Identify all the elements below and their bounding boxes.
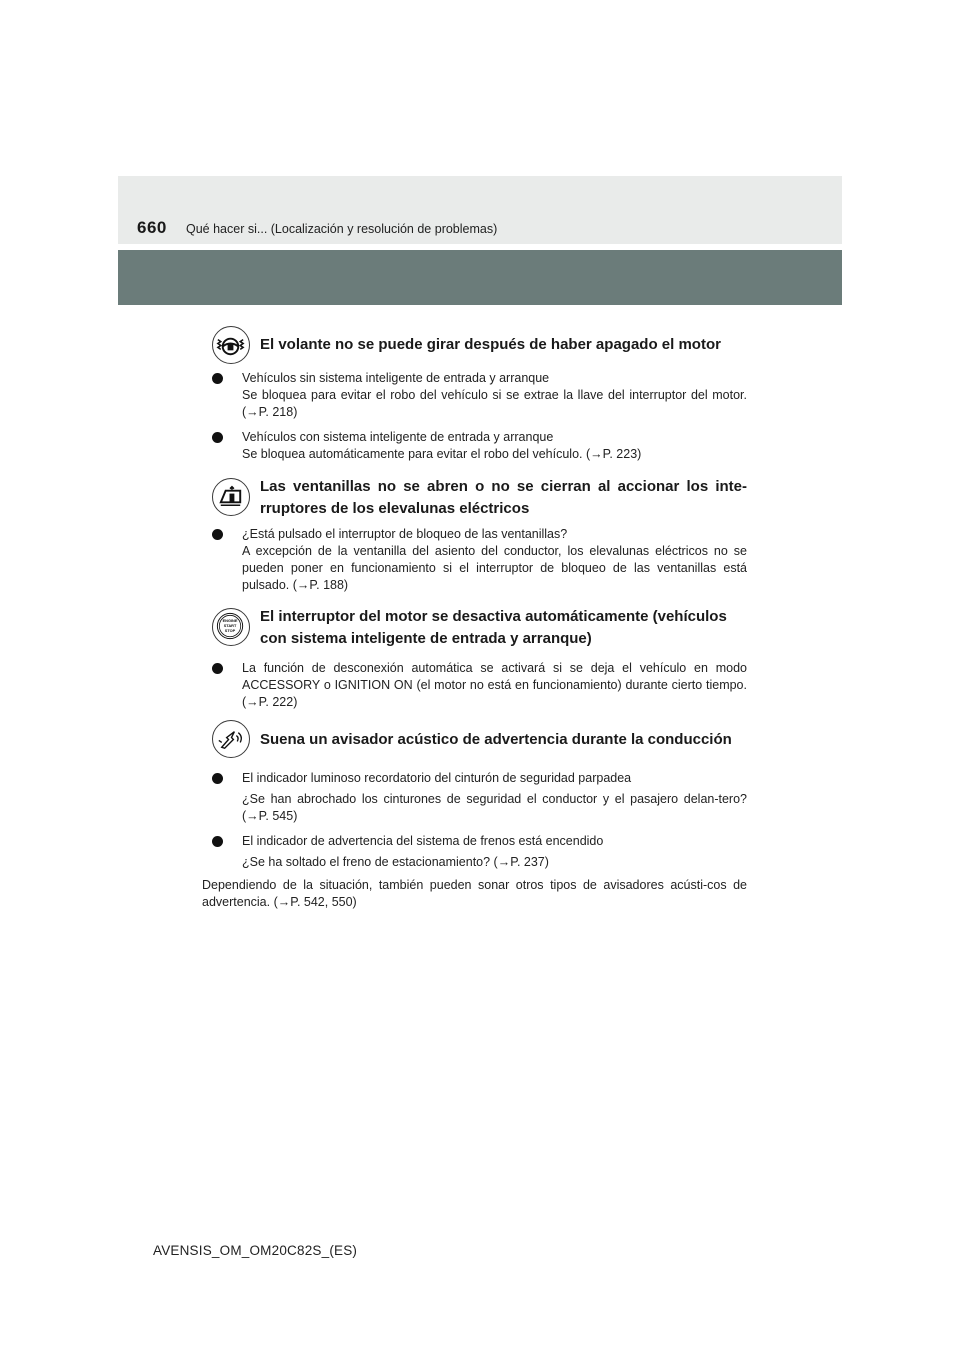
section-title: Suena un avisador acústico de advertencia durante la conducción [260,731,732,748]
list-item: Vehículos sin sistema inteligente de entrada y arranque Se bloquea para evitar el robo del vehículo si se extrae la llave del interruptor del motor. (→P. 218) [212,370,747,421]
section-title: Las ventanillas no se abren o no se cierran al accionar los inte-rruptores de los elevalunas eléctricos [260,478,747,517]
section-engine-switch [212,606,747,719]
section-steering-lock [212,326,747,471]
footer-code: AVENSIS_OM_OM20C82S_(ES) [153,1243,358,1258]
steering-wheel-lock-icon [212,326,250,364]
section-power-windows [212,476,747,602]
page-number: 660 [137,218,167,237]
power-window-icon [212,478,250,516]
list-item: Vehículos con sistema inteligente de entrada y arranque Se bloquea automáticamente para evitar el robo del vehículo. (→P. 223) [212,429,747,463]
note-paragraph: Dependiendo de la situación, también pueden sonar otros tipos de avisadores acústi-cos de advertencia. (→P. 542, 550) [202,878,747,909]
engine-start-stop-icon [212,608,250,646]
list-item: La función de desconexión automática se activará si se deja el vehículo en modo ACCESSORY o IGNITION ON (el motor no está en funcionamiento) durante cierto tiempo. (→P. 222) [212,660,747,711]
chapter-title: Qué hacer si... (Localización y resolución de problemas) [186,222,498,236]
list-item: ¿Está pulsado el interruptor de bloqueo de las ventanillas? A excepción de la ventanilla del asiento del conductor, los elevalunas eléctricos no se pueden poner en funcionamiento si el interruptor de bloqueo de las ventanillas está pulsado. (→P. 188) [212,526,747,594]
svg-text:ENGINE: ENGINE [222,618,238,624]
section-band [118,250,842,305]
list-item: El indicador luminoso recordatorio del cinturón de seguridad parpadea ¿Se han abrochado los cinturones de seguridad el conductor y el pasajero delan-tero? (→P. 545) [212,770,747,825]
warning-buzzer-icon [212,720,250,758]
svg-text:START: START [223,622,237,628]
section-title: El interruptor del motor se desactiva automáticamente (vehículos con sistema inteligente de entrada y arranque) [260,608,727,647]
section-warning-buzzer [202,720,747,911]
list-item: El indicador de advertencia del sistema de frenos está encendido ¿Se ha soltado el freno de estacionamiento? (→P. 237) [212,833,747,871]
svg-text:STOP: STOP [224,627,236,633]
section-title: El volante no se puede girar después de haber apagado el motor [260,336,721,353]
